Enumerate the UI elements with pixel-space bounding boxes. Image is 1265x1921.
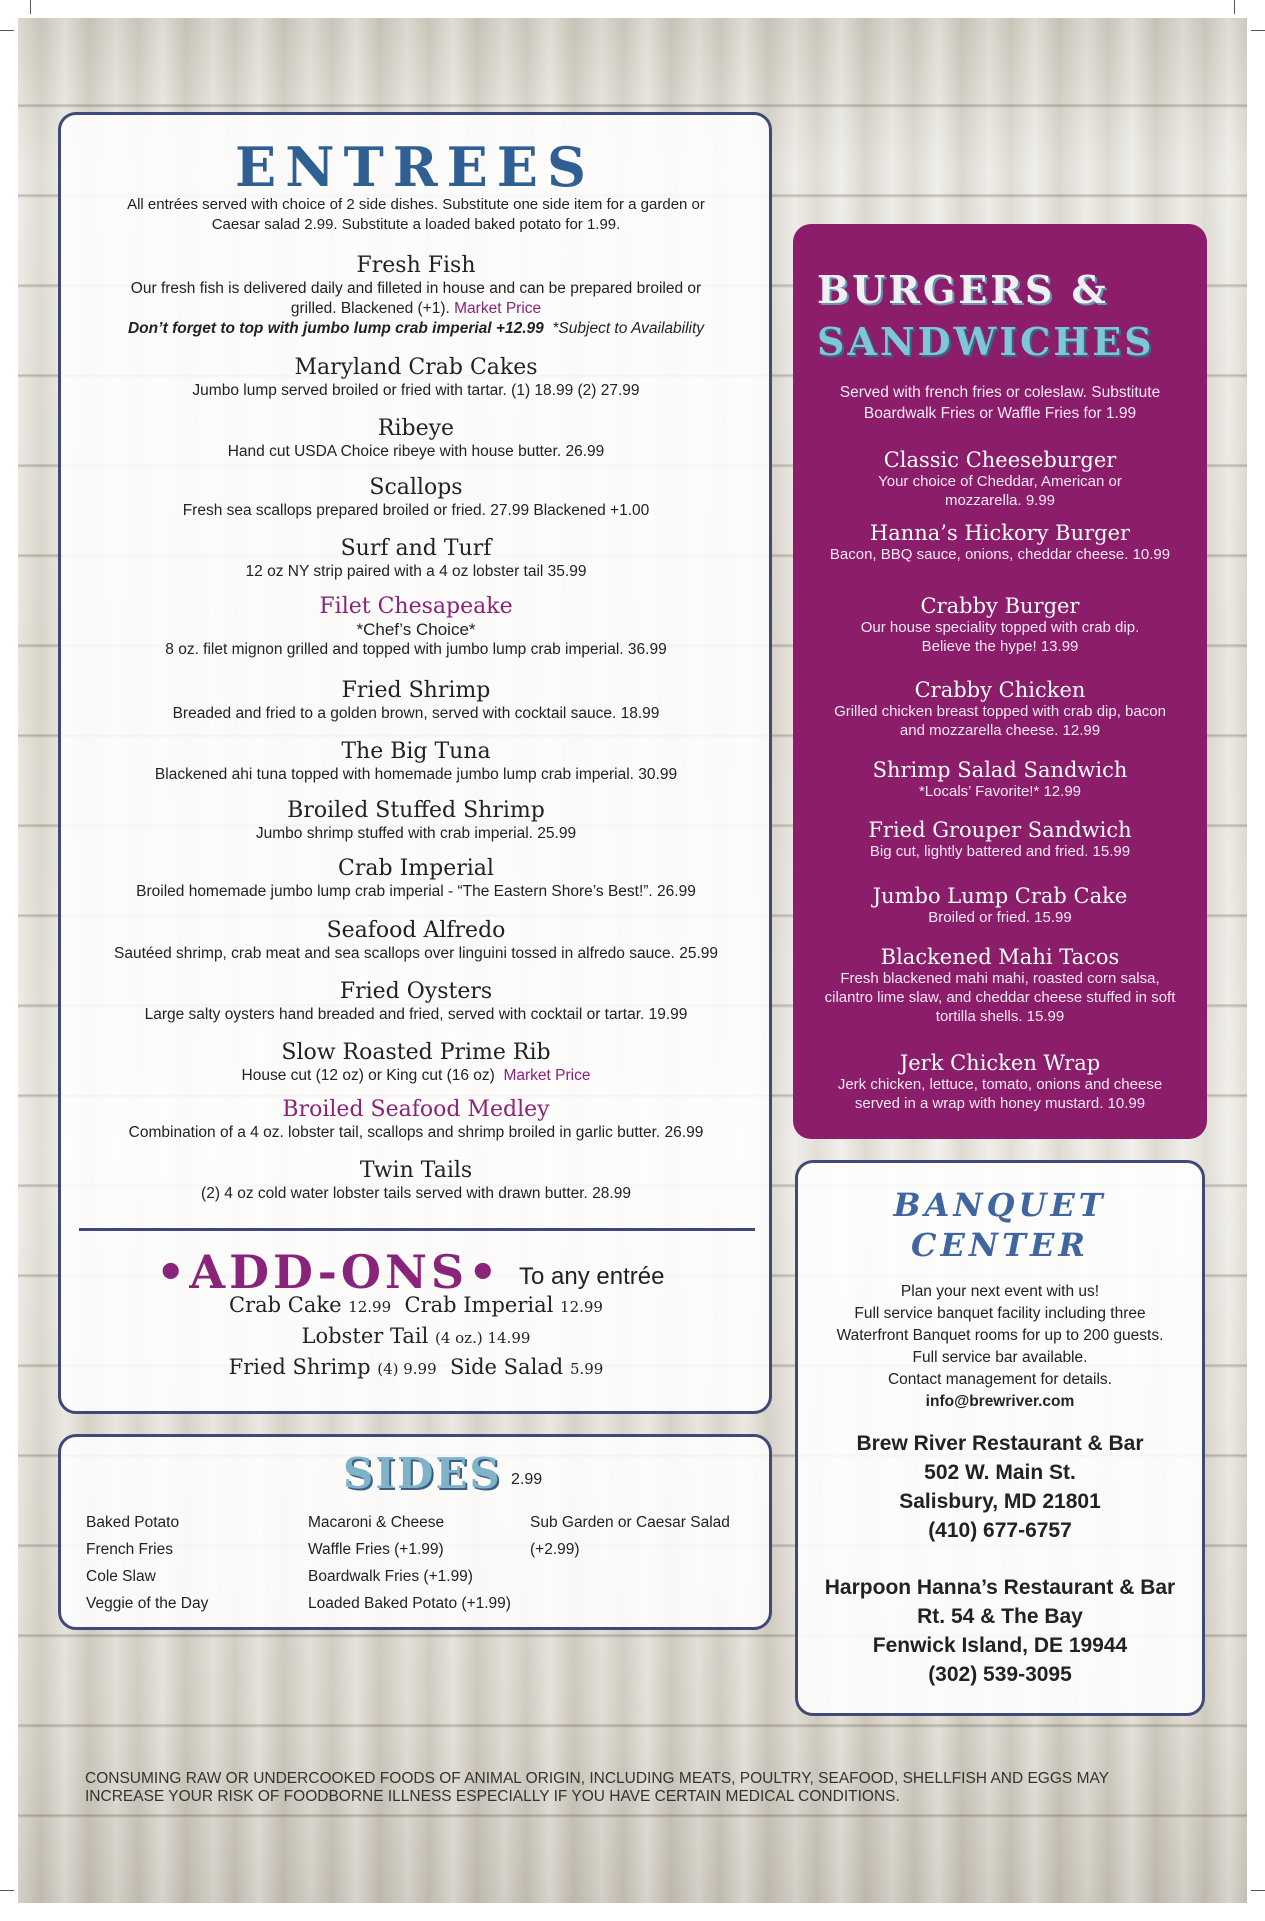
dish-desc: Breaded and fried to a golden brown, served with cocktail sauce. 18.99 [172,705,660,722]
dish-name: Twin Tails [359,1158,473,1183]
crop-mark-bottom-right [1251,1890,1265,1891]
burger-item [811,594,1189,656]
location-street: 502 W. Main St. [924,1461,1076,1484]
addon-line [81,1293,751,1317]
dish-name: Fresh Fish [356,253,476,278]
dish-desc [81,279,751,319]
dish-desc: 12 oz NY strip paired with a 4 oz lobster tail 35.99 [245,563,587,580]
dish-name: Seafood Alfredo [326,918,506,943]
banquet-email-link[interactable]: info@brewriver.com [925,1393,1075,1410]
dish-name: Broiled Seafood Medley [282,1097,550,1122]
side-item: Veggie of the Day [86,1595,209,1612]
banquet-line: Contact management for details. [887,1371,1112,1388]
location-brew-river [798,1429,1202,1545]
burger-desc: Our house speciality topped with crab dip. Believe the hype! 13.99 [860,619,1140,655]
burger-name: Fried Grouper Sandwich [868,818,1132,842]
burger-name: Jerk Chicken Wrap [899,1051,1101,1075]
side-item: (+2.99) [530,1541,580,1558]
burger-name: Hanna’s Hickory Burger [869,521,1131,545]
addons-title: •ADD-ONS• [156,1245,502,1299]
crop-mark-top-right [1251,30,1265,31]
dish-name: Slow Roasted Prime Rib [281,1040,551,1065]
burger-item [811,758,1189,801]
burgers-title-line1: BURGERS & [817,267,1109,312]
burger-desc: Grilled chicken breast topped with crab dip, bacon and mozzarella cheese. 12.99 [834,703,1166,739]
crop-mark-top-left-v [30,0,31,14]
banquet-line: Full service bar available. [912,1349,1088,1366]
burger-desc: Big cut, lightly battered and fried. 15.99 [869,843,1131,860]
dish-item [81,1158,751,1204]
addon-name: Lobster Tail [301,1324,429,1348]
dish-item [81,1097,751,1143]
dish-item [81,475,751,521]
burger-name: Jumbo Lump Crab Cake [872,884,1128,908]
burger-desc: Jerk chicken, lettuce, tomato, onions and cheese served in a wrap with honey mustard. 10.99 [837,1076,1163,1112]
location-city: Fenwick Island, DE 19944 [872,1634,1128,1657]
dish-item [81,1040,751,1086]
dish-item [81,856,751,902]
dish-item [81,355,751,401]
side-item: Macaroni & Cheese [308,1514,445,1531]
banquet-description [808,1281,1192,1413]
crop-mark-top-right-v [1234,0,1235,14]
dish-desc: Jumbo lump served broiled or fried with tartar. (1) 18.99 (2) 27.99 [192,382,640,399]
side-item: Loaded Baked Potato (+1.99) [308,1595,511,1612]
dish-name: Surf and Turf [340,536,492,561]
banquet-line: Waterfront Banquet rooms for up to 200 guests. [836,1327,1164,1344]
addon-price: 12.99 [348,1298,392,1316]
dish-item [81,416,751,462]
dish-item [81,798,751,844]
sides-price: 2.99 [511,1471,543,1488]
dish-desc: Broiled homemade jumbo lump crab imperial - “The Eastern Shore’s Best!”. 26.99 [136,883,696,900]
dish-subtitle: *Chef’s Choice* [356,620,476,639]
addon-price: 12.99 [560,1298,603,1316]
dish-desc: Hand cut USDA Choice ribeye with house butter. 26.99 [227,443,605,460]
dish-item [81,594,751,660]
sides-title: SIDES [343,1449,502,1498]
burger-item [811,1051,1189,1113]
sides-column-3 [530,1509,730,1563]
burgers-note: Served with french fries or coleslaw. Substitute Boardwalk Fries or Waffle Fries for 1.99 [839,384,1161,422]
dish-desc: Blackened ahi tuna topped with homemade jumbo lump crab imperial. 30.99 [154,766,678,783]
burger-item [811,448,1189,510]
dish-desc-text: Our fresh fish is delivered daily and filleted in house and can be prepared broiled or grilled. Blackened (+1). [130,280,702,317]
side-item: Boardwalk Fries (+1.99) [308,1568,473,1585]
entrees-title: ENTREES [235,135,595,199]
addon-name: Side Salad [450,1355,564,1379]
burger-name: Shrimp Salad Sandwich [872,758,1128,782]
side-item: Sub Garden or Caesar Salad [530,1514,730,1531]
side-item: Cole Slaw [86,1568,156,1585]
entrees-panel [58,112,772,1414]
banquet-title-line2: CENTER [911,1226,1089,1264]
burger-item [811,678,1189,740]
dish-name: Fried Oysters [339,979,493,1004]
burger-item [811,521,1189,564]
sides-panel [58,1434,772,1630]
dish-desc: Large salty oysters hand breaded and fried, served with cocktail or tartar. 19.99 [144,1006,688,1023]
side-item: Baked Potato [86,1514,180,1531]
addon-name: Crab Imperial [404,1293,554,1317]
dish-desc: Jumbo shrimp stuffed with crab imperial. 25.99 [255,825,577,842]
food-safety-disclaimer [85,1770,1185,1806]
burger-name: Crabby Burger [920,594,1080,618]
burger-desc: Your choice of Cheddar, American or mozzarella. 9.99 [878,473,1122,509]
addon-line [81,1324,751,1348]
burger-name: Classic Cheeseburger [883,448,1117,472]
burger-item [811,884,1189,927]
disclaimer-line: INCREASE YOUR RISK OF FOODBORNE ILLNESS ESPECIALLY IF YOU HAVE CERTAIN MEDICAL CONDITIONS. [85,1788,900,1805]
crop-mark-top-left [0,30,14,31]
dish-desc: Fresh sea scallops prepared broiled or fried. 27.99 Blackened +1.00 [182,502,650,519]
addon-name: Crab Cake [229,1293,342,1317]
addon-price: 5.99 [569,1360,604,1378]
dish-item [81,918,751,964]
disclaimer-line: CONSUMING RAW OR UNDERCOOKED FOODS OF ANIMAL ORIGIN, INCLUDING MEATS, POULTRY, SEAFOOD, SHELLFISH AND EGGS MAY [85,1770,1110,1787]
location-phone[interactable]: (302) 539-3095 [928,1663,1072,1686]
dish-desc: Combination of a 4 oz. lobster tail, scallops and shrimp broiled in garlic butter. 26.99 [128,1124,704,1141]
location-name: Harpoon Hanna’s Restaurant & Bar [824,1576,1176,1599]
addon-line [81,1355,751,1379]
addons-subtitle: To any entrée [519,1263,665,1290]
dish-item [81,536,751,582]
topping-note [81,319,751,339]
location-harpoon-hannas [798,1573,1202,1689]
addon-price: (4 oz.) 14.99 [434,1329,531,1347]
banquet-line: Full service banquet facility including three [854,1305,1146,1322]
dish-item [81,979,751,1025]
location-city: Salisbury, MD 21801 [899,1490,1101,1513]
burger-desc: Fresh blackened mahi mahi, roasted corn salsa, cilantro lime slaw, and cheddar cheese stuffed in soft tortilla shells. 15.99 [824,970,1176,1025]
addon-price: (4) 9.99 [377,1360,437,1378]
dish-name: Ribeye [377,416,455,441]
side-item: Waffle Fries (+1.99) [308,1541,444,1558]
dish-desc [81,1066,751,1086]
availability-note: *Subject to Availability [552,320,705,337]
dish-name: Broiled Stuffed Shrimp [287,798,545,823]
burger-item [811,818,1189,861]
sides-column-1 [86,1509,208,1617]
entrees-note: All entrées served with choice of 2 side dishes. Substitute one side item for a garden or Caesar salad 2.99. Substitute a loaded baked potato for 1.99. [127,196,705,233]
banquet-line: Plan your next event with us! [900,1283,1100,1300]
location-phone[interactable]: (410) 677-6757 [928,1519,1072,1542]
dish-desc: 8 oz. filet mignon grilled and topped with jumbo lump crab imperial. 36.99 [165,641,667,658]
burger-name: Crabby Chicken [914,678,1086,702]
burger-desc: Broiled or fried. 15.99 [928,909,1072,926]
dish-name: Filet Chesapeake [319,594,513,619]
addon-name: Fried Shrimp [228,1355,371,1379]
dish-name: Crab Imperial [338,856,494,881]
burgers-title-line2: SANDWICHES [817,319,1155,364]
dish-item [81,678,751,724]
side-item: French Fries [86,1541,173,1558]
dish-name: The Big Tuna [341,739,491,764]
burger-item [811,945,1189,1026]
dish-name: Scallops [369,475,463,500]
dish-fresh-fish [81,253,751,339]
dish-item [81,739,751,785]
crop-mark-bottom-left [0,1890,14,1891]
dish-name: Fried Shrimp [341,678,491,703]
dish-desc: Sautéed shrimp, crab meat and sea scallops over linguini tossed in alfredo sauce. 25.99 [114,945,718,962]
dish-desc-text: House cut (12 oz) or King cut (16 oz) [241,1067,495,1084]
burger-desc: *Locals’ Favorite!* 12.99 [918,783,1082,800]
burgers-title [817,264,1155,368]
burger-name: Blackened Mahi Tacos [880,945,1120,969]
dish-name: Maryland Crab Cakes [294,355,538,380]
dish-desc: (2) 4 oz cold water lobster tails served with drawn butter. 28.99 [201,1185,631,1202]
location-street: Rt. 54 & The Bay [917,1605,1083,1628]
market-price: Market Price [503,1067,591,1084]
market-price: Market Price [454,300,542,317]
banquet-title-line1: BANQUET [893,1186,1107,1224]
burgers-panel [793,224,1207,1139]
burger-desc: Bacon, BBQ sauce, onions, cheddar cheese. 10.99 [829,546,1171,563]
banquet-title [798,1185,1202,1265]
section-divider [79,1228,755,1231]
location-name: Brew River Restaurant & Bar [856,1432,1144,1455]
sides-column-2 [308,1509,511,1617]
topping-bold: Don’t forget to top with jumbo lump crab imperial +12.99 [127,320,544,337]
banquet-panel [795,1160,1205,1716]
